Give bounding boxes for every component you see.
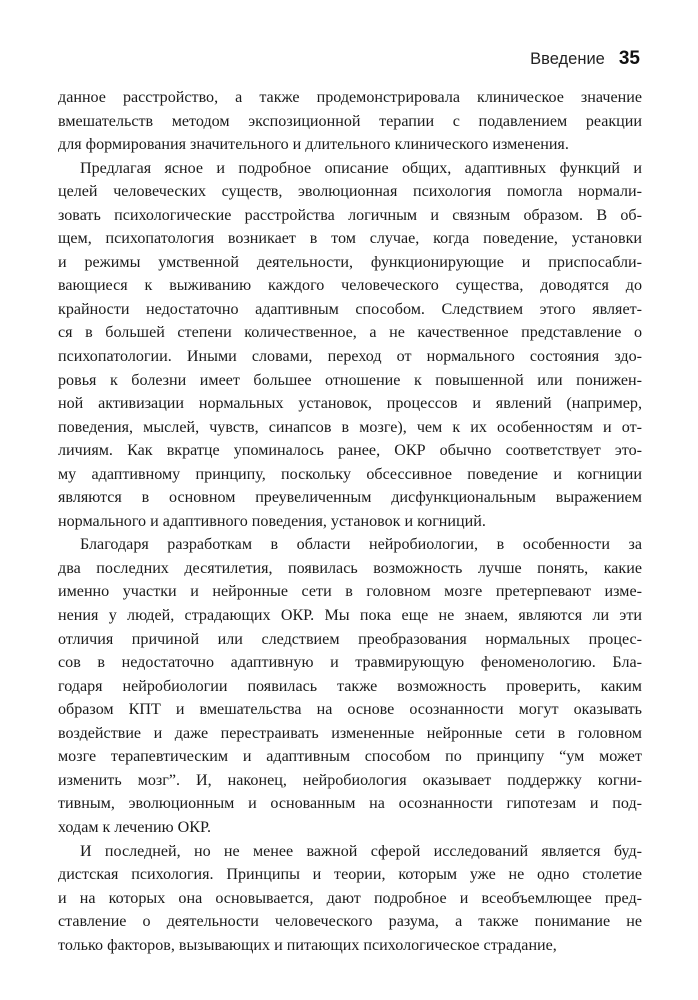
paragraph — [58, 840, 642, 958]
text-line: изменить мозг”. И, наконец, нейробиология оказывает поддержку когни- — [58, 771, 642, 789]
text-line: вающиеся к выживанию каждого человеческого существа, доводятся до — [58, 277, 642, 295]
text-line: отличия причиной или следствием преобразования нормальных процес- — [58, 630, 642, 648]
text-line: личиям. Как вкратце упоминалось ранее, ОКР обычно соответствует это- — [58, 442, 642, 460]
page-number: 35 — [618, 48, 640, 69]
text-line: му адаптивному принципу, поскольку обсессивное поведение и когниции — [58, 465, 642, 483]
paragraph — [58, 157, 642, 534]
text-line: являются в основном преувеличенным дисфункциональным выражением — [58, 489, 642, 507]
text-line: поведения, мыслей, чувств, синапсов в мозге), чем к их особенностям и от- — [58, 418, 642, 436]
text-line: ходам к лечению ОКР. — [58, 818, 211, 836]
text-line: Предлагая ясное и подробное описание общих, адаптивных функций и — [80, 159, 642, 177]
text-line: зовать психологические расстройства логичным и связным образом. В об- — [58, 206, 642, 224]
text-line: и на которых она основывается, дают подробное и всеобъемлющее пред- — [58, 889, 642, 907]
text-line: данное расстройство, а также продемонстрировала клиническое значение — [58, 89, 642, 106]
text-line: образом КПТ и вмешательства на основе осознанности могут оказывать — [58, 701, 642, 719]
text-line: Благодаря разработкам в области нейробиологии, в особенности за — [80, 536, 642, 554]
running-header — [530, 48, 640, 70]
text-line: психопатологии. Иными словами, переход от нормального состояния здо- — [58, 348, 642, 366]
paragraph — [58, 86, 642, 157]
body-text — [58, 86, 642, 957]
text-line: щем, психопатология возникает в том случае, когда поведение, установки — [58, 230, 642, 248]
text-line: только факторов, вызывающих и питающих психологическое страдание, — [58, 936, 557, 954]
section-title: Введение — [530, 50, 605, 68]
text-line: нения у людей, страдающих ОКР. Мы пока еще не знаем, являются ли эти — [58, 607, 642, 625]
text-line: мозге терапевтическим и адаптивным способом по принципу “ум может — [58, 748, 642, 766]
text-line: ровья к болезни имеет большее отношение к повышенной или понижен- — [58, 371, 642, 389]
text-line: годаря нейробиологии появилась также возможность проверить, каким — [58, 677, 642, 695]
text-line: ставление о деятельности человеческого разума, а также понимание не — [58, 913, 642, 931]
text-line: целей человеческих существ, эволюционная психология помогла нормали- — [58, 183, 642, 201]
text-line: крайности недостаточно адаптивным способом. Следствием этого являет- — [58, 300, 642, 318]
paragraph — [58, 533, 642, 839]
text-line: вмешательств методом экспозиционной терапии с подавлением реакции — [58, 112, 642, 130]
text-line: нормального и адаптивного поведения, установок и когниций. — [58, 512, 486, 530]
text-line: именно участки и нейронные сети в головном мозге претерпевают изме- — [58, 583, 642, 601]
text-line: И последней, но не менее важной сферой исследований является буд- — [80, 842, 642, 860]
text-line: ной активизации нормальных установок, процессов и явлений (например, — [58, 395, 642, 413]
text-line: ся в большей степени количественное, а не качественное представление о — [58, 324, 642, 342]
text-line: для формирования значительного и длительного клинического изменения. — [58, 136, 569, 154]
text-line: и режимы умственной деятельности, функционирующие и приспосабли- — [58, 253, 642, 271]
text-line: дистская психология. Принципы и теории, которым уже не одно столетие — [58, 866, 642, 884]
text-line: два последних десятилетия, появилась возможность лучше понять, какие — [58, 559, 642, 577]
text-line: воздействие и даже перестраивать измененные нейронные сети в головном — [58, 724, 642, 742]
text-line: сов в недостаточно адаптивную и травмирующую феноменологию. Бла- — [58, 654, 642, 672]
text-line: тивным, эволюционным и основанным на осознанности гипотезам и под- — [58, 795, 642, 813]
